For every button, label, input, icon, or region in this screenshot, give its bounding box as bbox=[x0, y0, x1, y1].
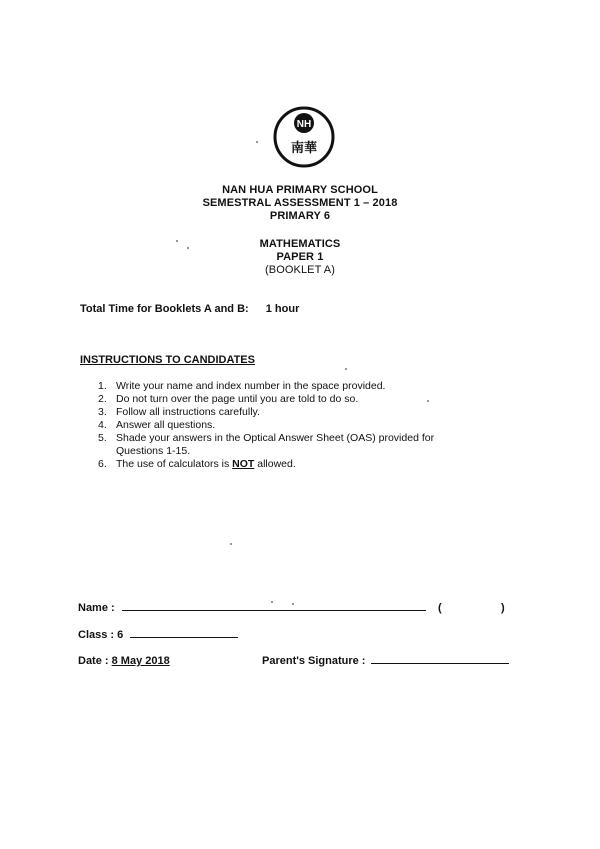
index-paren-close: ) bbox=[501, 602, 505, 614]
total-time-value: 1 hour bbox=[265, 303, 300, 315]
scan-speck bbox=[230, 543, 232, 545]
school-name: NAN HUA PRIMARY SCHOOL bbox=[222, 184, 378, 196]
logo-monogram: NH bbox=[296, 119, 312, 130]
class-field bbox=[78, 629, 238, 641]
class-line[interactable] bbox=[130, 636, 238, 638]
paper-number: PAPER 1 bbox=[276, 251, 324, 263]
instruction-item bbox=[96, 419, 476, 432]
booklet: (BOOKLET A) bbox=[265, 264, 335, 276]
instruction-text: Shade your answers in the Optical Answer Sheet (OAS) provided for Questions 1-15. bbox=[116, 432, 435, 457]
name-label: Name : bbox=[78, 602, 115, 614]
parent-signature-field bbox=[262, 655, 509, 667]
school-logo bbox=[272, 104, 336, 168]
instructions-title: INSTRUCTIONS TO CANDIDATES bbox=[80, 354, 255, 366]
subject: MATHEMATICS bbox=[259, 238, 341, 250]
level: PRIMARY 6 bbox=[269, 210, 331, 222]
date-label: Date : bbox=[78, 655, 109, 667]
total-time-label: Total Time for Booklets A and B: bbox=[80, 303, 249, 315]
parent-signature-label: Parent's Signature : bbox=[262, 655, 366, 667]
total-time bbox=[80, 303, 299, 315]
name-line[interactable] bbox=[122, 609, 426, 611]
instruction-item bbox=[96, 458, 476, 471]
instruction-emphasis: NOT bbox=[232, 458, 255, 470]
instruction-item bbox=[96, 393, 476, 406]
logo-chinese-name: 南華 bbox=[290, 141, 318, 156]
scan-speck bbox=[176, 240, 178, 242]
instruction-number: 5. bbox=[98, 432, 107, 444]
instruction-text: Follow all instructions carefully. bbox=[116, 406, 260, 418]
instruction-item bbox=[96, 406, 476, 419]
date-field bbox=[78, 655, 170, 667]
parent-signature-line[interactable] bbox=[371, 662, 509, 664]
instruction-text: allowed. bbox=[257, 458, 296, 470]
scan-speck bbox=[271, 601, 273, 603]
assessment-title: SEMESTRAL ASSESSMENT 1 – 2018 bbox=[202, 197, 398, 209]
index-paren-open: ( bbox=[438, 602, 442, 614]
scan-speck bbox=[292, 603, 294, 605]
name-field bbox=[78, 602, 426, 614]
instruction-number: 2. bbox=[98, 393, 107, 405]
instruction-number: 1. bbox=[98, 380, 107, 392]
instruction-item bbox=[96, 432, 476, 458]
instruction-text: The use of calculators is bbox=[116, 458, 230, 470]
instruction-text: Do not turn over the page until you are told to do so. bbox=[116, 393, 359, 405]
instruction-text: Answer all questions. bbox=[116, 419, 216, 431]
scan-speck bbox=[187, 247, 189, 249]
instruction-number: 6. bbox=[98, 458, 107, 470]
instruction-number: 3. bbox=[98, 406, 107, 418]
instructions-list bbox=[96, 380, 476, 471]
instruction-number: 4. bbox=[98, 419, 107, 431]
instruction-text: Write your name and index number in the space provided. bbox=[116, 380, 386, 392]
scan-speck bbox=[256, 141, 258, 143]
instruction-item bbox=[96, 380, 476, 393]
class-label: Class : 6 bbox=[78, 629, 124, 641]
scan-speck bbox=[345, 368, 347, 370]
date-value: 8 May 2018 bbox=[111, 655, 170, 667]
scan-speck bbox=[427, 400, 429, 402]
